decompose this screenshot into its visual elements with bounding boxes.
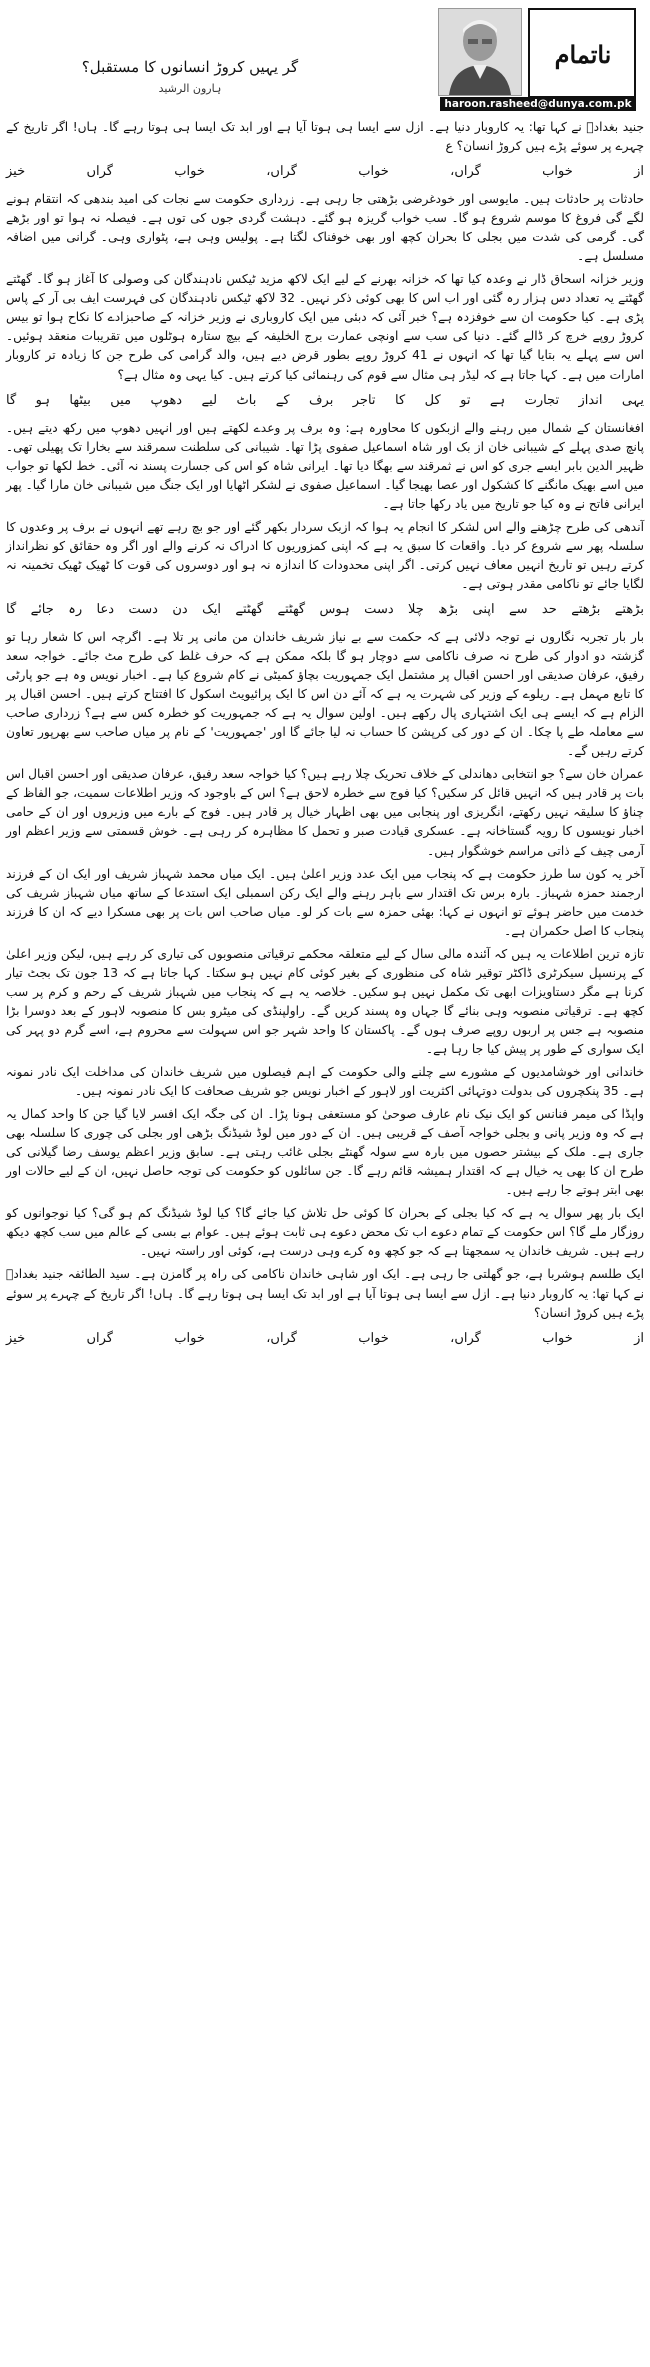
paragraph: ایک بار پھر سوال یہ ہے کہ کیا بجلی کے بحران کا کوئی حل تلاش کیا جائے گا؟ کیا لوڈ شیڈنگ کم ہو گی؟ کیا نوجوانوں کو روزگار ملے گا؟ اس حکومت کے تمام دعوے اب تک محض دعوے ہی ثابت ہوئے ہیں۔ عوام بے بسی کے عالم میں سب کچھ دیکھ رہے ہیں۔ شریف خاندان یہ سمجھتا ہے کہ جو کچھ وہ کرے وہی درست ہے، کوئی اور راستہ نہیں۔: [6, 1206, 644, 1259]
verse-line: از خواب گراں، خواب گراں، خواب گراں خیز: [6, 1330, 644, 1346]
paragraph: وزیر خزانہ اسحاق ڈار نے وعدہ کیا تھا کہ خزانہ بھرنے کے لیے ایک لاکھ مزید ٹیکس نادہندگان کی وصولی کا آغاز ہو گا۔ گھٹتے گھٹتے یہ تعداد دس ہزار رہ گئی اور اب اس کا بھی کوئی ذکر نہیں۔ 32 لاکھ ٹیکس نادہندگان کی فہرست ایف بی آر کے پاس پڑی ہے۔ کیا حکومت ان سے خوفزدہ ہے؟ خبر آئی کہ دبئی میں ایک کاروباری نے وزیر خزانہ کے صاحبزادے کا نکاح ہوا تو بیس کروڑ روپے خرچ کر ڈالے گئے۔ دنیا کی سب سے اونچی عمارت برج الخلیفہ کے بیچ ستارہ ہوٹلوں میں تقریبات منعقد ہوئیں۔ اس سے پہلے یہ بتایا گیا تھا کہ انہوں نے 41 کروڑ روپے بطور قرض دیے ہیں، والد گرامی کی طرح جن کا زیادہ تر کاروبار امارات میں ہے۔ کہا جاتا ہے کہ لیڈر ہی مثال سے قوم کی رہنمائی کیا کرتے ہیں۔ کیا یہی وہ مثال ہے؟: [6, 272, 644, 382]
paragraph: بار بار تجربہ نگاروں نے توجہ دلائی ہے کہ حکمت سے بے نیاز شریف خاندان من مانی پر تلا ہے۔ اگرچہ اس کا شعار رہا تو گزشتہ دو ادوار کی طرح نہ صرف ناکامی سے دوچار ہو گا بلکہ ممکن ہے کہ حرف غلط کی طرح مٹ جائے۔ خواجہ سعد رفیق، عرفان صدیقی اور احسن اقبال پر مشتمل ایک جمہوریت بچاؤ کمیٹی نے کام شروع کیا ہے۔ اخبار نویس وہ ہے جو پارٹی کا تابع مہمل ہے۔ ریلوے کے وزیر کی شہرت یہ ہے کہ آئے دن اس کا ایک پرائیویٹ اسکول کا افتتاح کرتے ہیں۔ احسن اقبال پر الزام ہے کہ ایسے ہی ایک اشتہاری پال رکھے ہیں۔ اولین سوال یہ ہے کہ جمہوریت کو خطرہ کس سے ہے؟ زرداری صاحب سے معاملہ طے پا چکا۔ ان کے دور کی کرپشن کا حساب نہ لیا جائے گا اور 'جمہوریت' کے نام پر میاں صاحب سے بھرپور تعاون کرتے رہیں گے۔: [6, 629, 644, 759]
paragraph: عمران خان سے؟ جو انتخابی دھاندلی کے خلاف تحریک چلا رہے ہیں؟ کیا خواجہ سعد رفیق، عرفان صدیقی اور احسن اقبال اس بات پر قادر ہیں کہ انہیں قائل کر سکیں؟ کیا فوج سے خطرہ لاحق ہے؟ اس کے باوجود کہ وزیر اطلاعات سمیت، جو الفاظ کے چناؤ کا سلیقہ نہیں رکھتے، انگریزی اور پنجابی میں بھی اظہار خیال پر قادر ہیں۔ فوج کے بارے میں وزیروں اور ان کے حامی اخبار نویسوں کا رویہ گستاخانہ ہے۔ عسکری قیادت صبر و تحمل کا مظاہرہ کر رہی ہے۔ خوش قسمتی سے وزیر اعظم اور آرمی چیف کے ذاتی مراسم خوشگوار ہیں۔: [6, 767, 644, 858]
paragraph: افغانستان کے شمال میں رہنے والے ازبکوں کا محاورہ ہے: وہ برف پر وعدے لکھتے ہیں اور انہیں دھوپ میں رکھ دیتے ہیں۔ پانچ صدی پہلے کے شیبانی خان از بک اور شاہ اسماعیل صفوی پڑا تھا۔ شیبانی کی سلطنت سمرقند سے بخارا تک پھیلی تھی۔ ظہیر الدین بابر ایسے جری کو اس نے ثمرقند سے بھگا دیا تھا۔ ایرانی شاہ کو اس کی جسارت پسند نہ آئی۔ خط لکھا تو جواب میں اسے بھیک مانگنے کا کشکول اور عصا بھیجا گیا۔ اسماعیل صفوی نے لشکر اٹھایا اور ایک جنگ میں شیبانی خان مارا گیا۔ پھر ایرانی فاتح نے وہ کیا جو تاریخ میں یاد رکھا جاتا ہے۔: [6, 420, 644, 511]
verse-line: یہی انداز تجارت ہے تو کل کا تاجر برف کے باٹ لیے دھوپ میں بیٹھا ہو گا: [6, 392, 644, 408]
paragraph: جنید بغدادؒ نے کہا تھا: یہ کاروبار دنیا ہے۔ ازل سے ایسا ہی ہوتا آیا ہے اور ابد تک ایسا ہی ہوتا رہے گا۔ ہاں! اگر تاریخ کے چہرے پر سوئے پڑے ہیں کروڑ انسان؟ ع: [6, 120, 644, 154]
paragraph: آخر یہ کون سا طرز حکومت ہے کہ پنجاب میں ایک عدد وزیر اعلیٰ ہیں۔ ایک میاں محمد شہباز شریف اور ایک ان کے فرزند ارجمند حمزہ شہباز۔ بارہ برس تک اقتدار سے باہر رہنے والے ایک رکن اسمبلی ایک استدعا کے ساتھ میاں شہباز شریف کی خدمت میں حاضر ہوئے تو انہوں نے کہا: بھئی حمزہ سے بات کر لو۔ میاں صاحب اس بات پر بھی مسکرا دیے کہ ان کا فرزند پنجاب کا اصل حکمران ہے۔: [6, 866, 644, 938]
author-email: haroon.rasheed@dunya.com.pk: [440, 97, 636, 111]
paragraph: تازہ ترین اطلاعات یہ ہیں کہ آئندہ مالی سال کے لیے متعلقہ محکمے ترقیاتی منصوبوں کی تیاری کر رہے ہیں، لیکن وزیر اعلیٰ کے پرنسپل سیکرٹری ڈاکٹر توقیر شاہ کی منظوری کے بغیر کوئی کام نہیں ہو سکتا۔ کہا جاتا ہے کہ 13 جون تک بجٹ تیار کرنا ہے مگر دستاویزات ابھی تک مکمل نہیں ہو سکیں۔ خلاصہ یہ ہے کہ پنجاب میں شہباز شریف کے رحم و کرم پر سب کچھ ہے۔ ترقیاتی منصوبہ وہی بنائے گا جہاں وہ پسند کریں گے۔ راولپنڈی کی میٹرو بس کا منصوبہ لاہور کے بعد دوسرا بڑا منصوبہ ہے جس پر اربوں روپے صرف ہوں گے۔ پاکستان کا واحد شہر جو اس سہولت سے محروم ہے، اسے گرم دو پہر کی ایک سواری کے طور پر پیش کیا جا رہا ہے۔: [6, 946, 644, 1056]
article-body: [6, 118, 644, 1357]
paragraph: واپڈا کی میمر فنانس کو ایک نیک نام عارف صوحیٰ کو مستعفی ہونا پڑا۔ ان کی جگہ ایک افسر لایا گیا جن کا واحد کمال یہ ہے کہ وہ وزیر پانی و بجلی خواجہ آصف کے قریبی ہیں۔ ان کے دور میں لوڈ شیڈنگ بڑھی اور بجلی کی چوری کا سلسلہ بھی جاری ہے۔ ملک کے بیشتر حصوں میں بارہ سے سولہ گھنٹے بجلی غائب رہتی ہے۔ سابق وزیر اعظم یوسف رضا گیلانی کی طرح ان کا بھی یہ خیال ہے کہ اقتدار ہمیشہ قائم رہے گا۔ جن سائلوں کو حکومت کی توجہ حاصل نہیں، ان کے لیے حالات اور بھی ابتر ہوتے جا رہے ہیں۔: [6, 1107, 644, 1198]
column-name: ناتمام: [554, 40, 612, 69]
verse: [6, 389, 644, 413]
paragraph: آندھی کی طرح چڑھنے والے اس لشکر کا انجام یہ ہوا کہ ازبک سردار بکھر گئے اور جو بچ رہے تھے انہوں نے برف پر وعدوں کا سلسلہ پھر سے شروع کر دیا۔ واقعات کا سبق یہ ہے کہ اپنی کمزوریوں کا ادراک نہ کرنے والے اور اگر وہ حقائق کو نظرانداز کرتے رہیں تو تاریخ انہیں معاف نہیں کرتی۔ اگر اپنی محدودات کا اندازہ نہ ہو اور دوسروں کی قوت کا ٹھیک ٹھیک تخمینہ نہ لگایا جائے تو ناکامی مقدر ہوتی ہے۔: [6, 519, 644, 591]
verse: [6, 598, 644, 622]
paragraph: خاندانی اور خوشامدیوں کے مشورے سے چلنے والی حکومت کے اہم فیصلوں میں شریف خاندان کی مداخلت ایک نادر نمونہ ہے۔ 35 پنکچروں کی بدولت دوتہائی اکثریت اور لاہور کے اخبار نویس جو شریف صحافت کا ایک نادر نمونہ ہیں۔: [6, 1065, 644, 1099]
verse: [6, 160, 644, 184]
author-portrait: [438, 8, 522, 96]
paragraph: ایک طلسم ہوشربا ہے، جو گھلتی جا رہی ہے۔ ایک اور شاہی خاندان ناکامی کی راہ پر گامزن ہے۔ سید الطائفہ جنید بغدادؒ نے کہا تھا: یہ کاروبار دنیا ہے۔ ازل سے ایسا ہی ہوتا آیا ہے اور ابد تک ایسا ہی ہوتا رہے گا۔ ہاں! اگر تاریخ کے چہرے پر سوئے پڑے ہیں کروڑ انسان؟: [6, 1267, 644, 1320]
column-logo: [528, 8, 636, 98]
paragraph: حادثات پر حادثات ہیں۔ مایوسی اور خودغرضی بڑھتی جا رہی ہے۔ زرداری حکومت سے نجات کی امید بندھی کہ انتقام ہونے لگے گی فروغ کا موسم شروع ہو گا۔ سب خواب گریزہ ہو گئے۔ دہشت گردی جوں کی توں ہے۔ فیصلہ نہ ہوا تو اور بڑھے گی۔ گرمی کی شدت میں بجلی کا بحران کچھ اور بھی خوفناک لگتا ہے۔ پولیس وہی ہے، پٹواری وہی۔ گرانی میں اضافہ مسلسل ہے۔: [6, 192, 644, 264]
column-header: [0, 0, 650, 108]
author-byline: ہارون الرشید: [158, 82, 222, 95]
verse-line: از خواب گراں، خواب گراں، خواب گراں خیز: [6, 164, 644, 180]
headline: گر یہیں کروڑ انسانوں کا مستقبل؟: [81, 58, 299, 76]
verse: [6, 1327, 644, 1351]
verse-line: بڑھتے بڑھتے حد سے اپنی بڑھ چلا دست ہوس گھٹتے گھٹتے ایک دن دست دعا رہ جائے گا: [6, 601, 644, 617]
